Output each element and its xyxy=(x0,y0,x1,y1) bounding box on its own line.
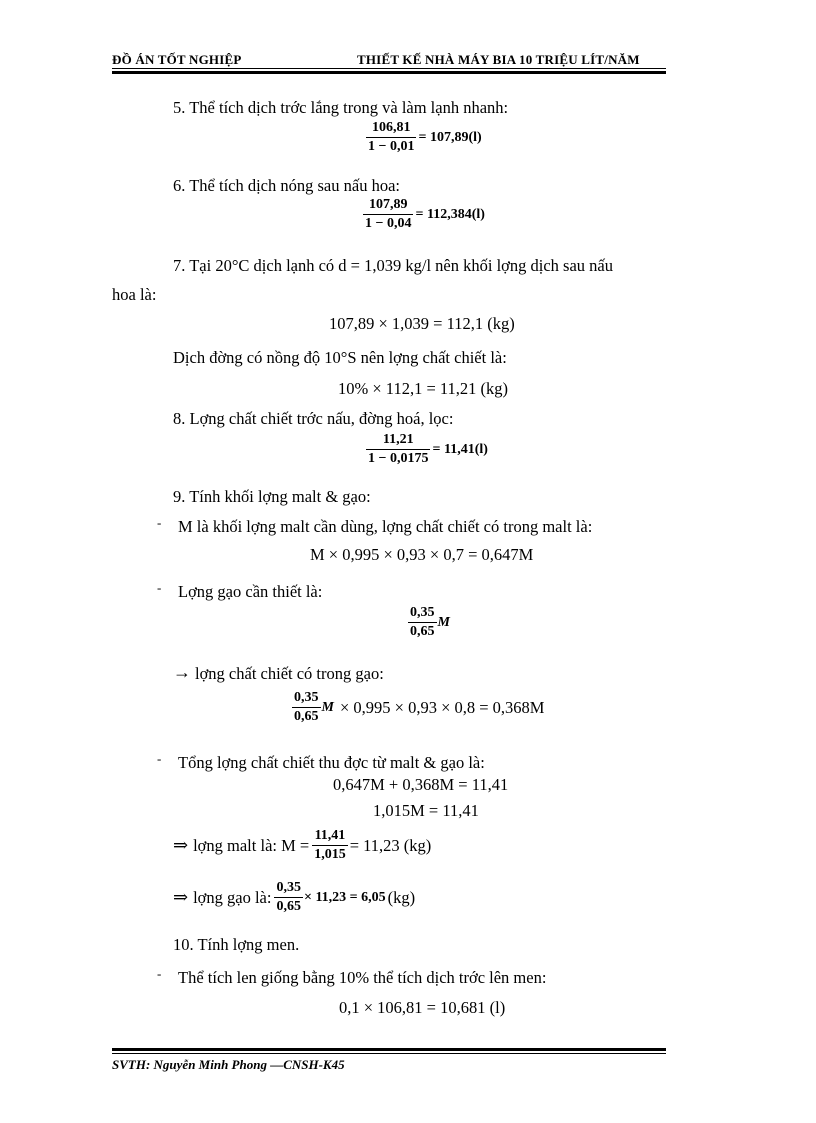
implies-icon: ⇒ xyxy=(173,887,189,908)
footer-author: SVTH: Nguyễn Minh Phong —CNSH-K45 xyxy=(112,1057,345,1072)
fraction-denominator: 1 − 0,0175 xyxy=(368,450,429,466)
rice-result-unit: (kg) xyxy=(387,887,416,907)
section-7-equation-2: 10% × 112,1 = 11,21 (kg) xyxy=(338,379,508,398)
footer-rule-thin xyxy=(112,1053,666,1054)
fraction-numerator: 0,35 xyxy=(410,605,435,620)
rice-ratio-fraction xyxy=(408,606,437,639)
fraction-denominator: 0,65 xyxy=(410,623,435,639)
section-7-text-2: Dịch đờng có nồng độ 10°S nên lợng chất chiết là: xyxy=(173,348,507,367)
section-8-text: 8. Lợng chất chiết trớc nấu, đờng hoá, lọc: xyxy=(173,409,454,428)
header-right: THIẾT KẾ NHÀ MÁY BIA 10 TRIỆU LÍT/NĂM xyxy=(357,52,640,67)
section-6-text: 6. Thể tích dịch nóng sau nấu hoa: xyxy=(173,176,400,195)
rice-result-fraction xyxy=(274,881,303,914)
rice-extract-formula xyxy=(292,691,544,724)
malt-result-formula xyxy=(173,829,431,862)
variable-m: M xyxy=(321,699,334,715)
bullet-dash: - xyxy=(157,580,162,595)
fraction-denominator: 0,65 xyxy=(294,708,319,724)
rice-ratio-formula xyxy=(408,606,450,639)
section-9-bullet-1: M là khối lợng malt cần dùng, lợng chất chiết có trong malt là: xyxy=(178,517,593,536)
fraction-numerator: 107,89 xyxy=(368,197,408,212)
fraction-denominator: 1 − 0,04 xyxy=(365,215,412,231)
section-9-bullet-3: Tổng lợng chất chiết thu đợc từ malt & gạo là: xyxy=(178,753,485,772)
fraction-numerator: 106,81 xyxy=(371,120,411,135)
rice-result-formula xyxy=(173,881,415,914)
section-9-equation-1: M × 0,995 × 0,93 × 0,7 = 0,647M xyxy=(310,545,534,564)
formula-result: = 112,384(l) xyxy=(415,206,485,222)
bullet-dash: - xyxy=(157,515,162,530)
arrow-icon: → xyxy=(173,662,191,682)
rice-result-value: × 11,23 = 6,05 xyxy=(303,889,386,905)
header-left: ĐỒ ÁN TỐT NGHIỆP xyxy=(112,52,242,67)
fraction-denominator: 0,65 xyxy=(276,898,301,914)
section-8-fraction xyxy=(366,433,430,466)
malt-result-value: = 11,23 (kg) xyxy=(349,835,432,855)
fraction-numerator: 0,35 xyxy=(276,880,301,895)
fraction-denominator: 1,015 xyxy=(314,846,346,862)
implies-icon: ⇒ xyxy=(173,835,189,856)
rice-extract-fraction xyxy=(292,691,321,724)
section-5-fraction xyxy=(366,121,416,154)
fraction-denominator: 1 − 0,01 xyxy=(368,138,415,154)
section-6-fraction xyxy=(363,198,413,231)
fraction-numerator: 0,35 xyxy=(294,690,319,705)
section-7-line-2: hoa là: xyxy=(112,285,157,304)
section-8-formula xyxy=(366,433,488,466)
section-7-line-1: 7. Tại 20°C dịch lạnh có d = 1,039 kg/l nên khối lợng dịch sau nấu xyxy=(173,256,613,275)
rice-extract-equation: × 0,995 × 0,93 × 0,8 = 0,368M xyxy=(339,697,545,717)
section-5-text: 5. Thể tích dịch trớc lắng trong và làm lạnh nhanh: xyxy=(173,98,509,117)
malt-fraction xyxy=(312,829,348,862)
section-9-arrow-text: lợng chất chiết có trong gạo: xyxy=(195,664,384,683)
header-rule-thin xyxy=(112,68,666,69)
formula-result: = 107,89(l) xyxy=(418,129,482,145)
section-7-equation: 107,89 × 1,039 = 112,1 (kg) xyxy=(329,314,515,333)
header-rule-thick xyxy=(112,71,666,74)
section-9-equation-4: 1,015M = 11,41 xyxy=(373,801,479,820)
section-9-bullet-2: Lợng gạo cần thiết là: xyxy=(178,582,323,601)
section-6-formula xyxy=(363,198,485,231)
variable-m: M xyxy=(437,614,450,630)
rice-result-label: lợng gạo là: xyxy=(193,887,272,907)
formula-result: = 11,41(l) xyxy=(432,441,488,457)
section-5-formula xyxy=(366,121,482,154)
malt-result-label: lợng malt là: M = xyxy=(193,835,310,855)
fraction-numerator: 11,41 xyxy=(314,828,346,843)
section-10-equation: 0,1 × 106,81 = 10,681 (l) xyxy=(339,998,506,1017)
section-10-bullet-1: Thể tích len giống bằng 10% thể tích dịch trớc lên men: xyxy=(178,968,547,987)
bullet-dash: - xyxy=(157,966,162,981)
fraction-numerator: 11,21 xyxy=(382,432,414,447)
footer-rule-thick xyxy=(112,1048,666,1051)
section-9-equation-3: 0,647M + 0,368M = 11,41 xyxy=(333,775,509,794)
section-9-text: 9. Tính khối lợng malt & gạo: xyxy=(173,487,371,506)
section-10-text: 10. Tính lợng men. xyxy=(173,935,300,954)
bullet-dash: - xyxy=(157,751,162,766)
